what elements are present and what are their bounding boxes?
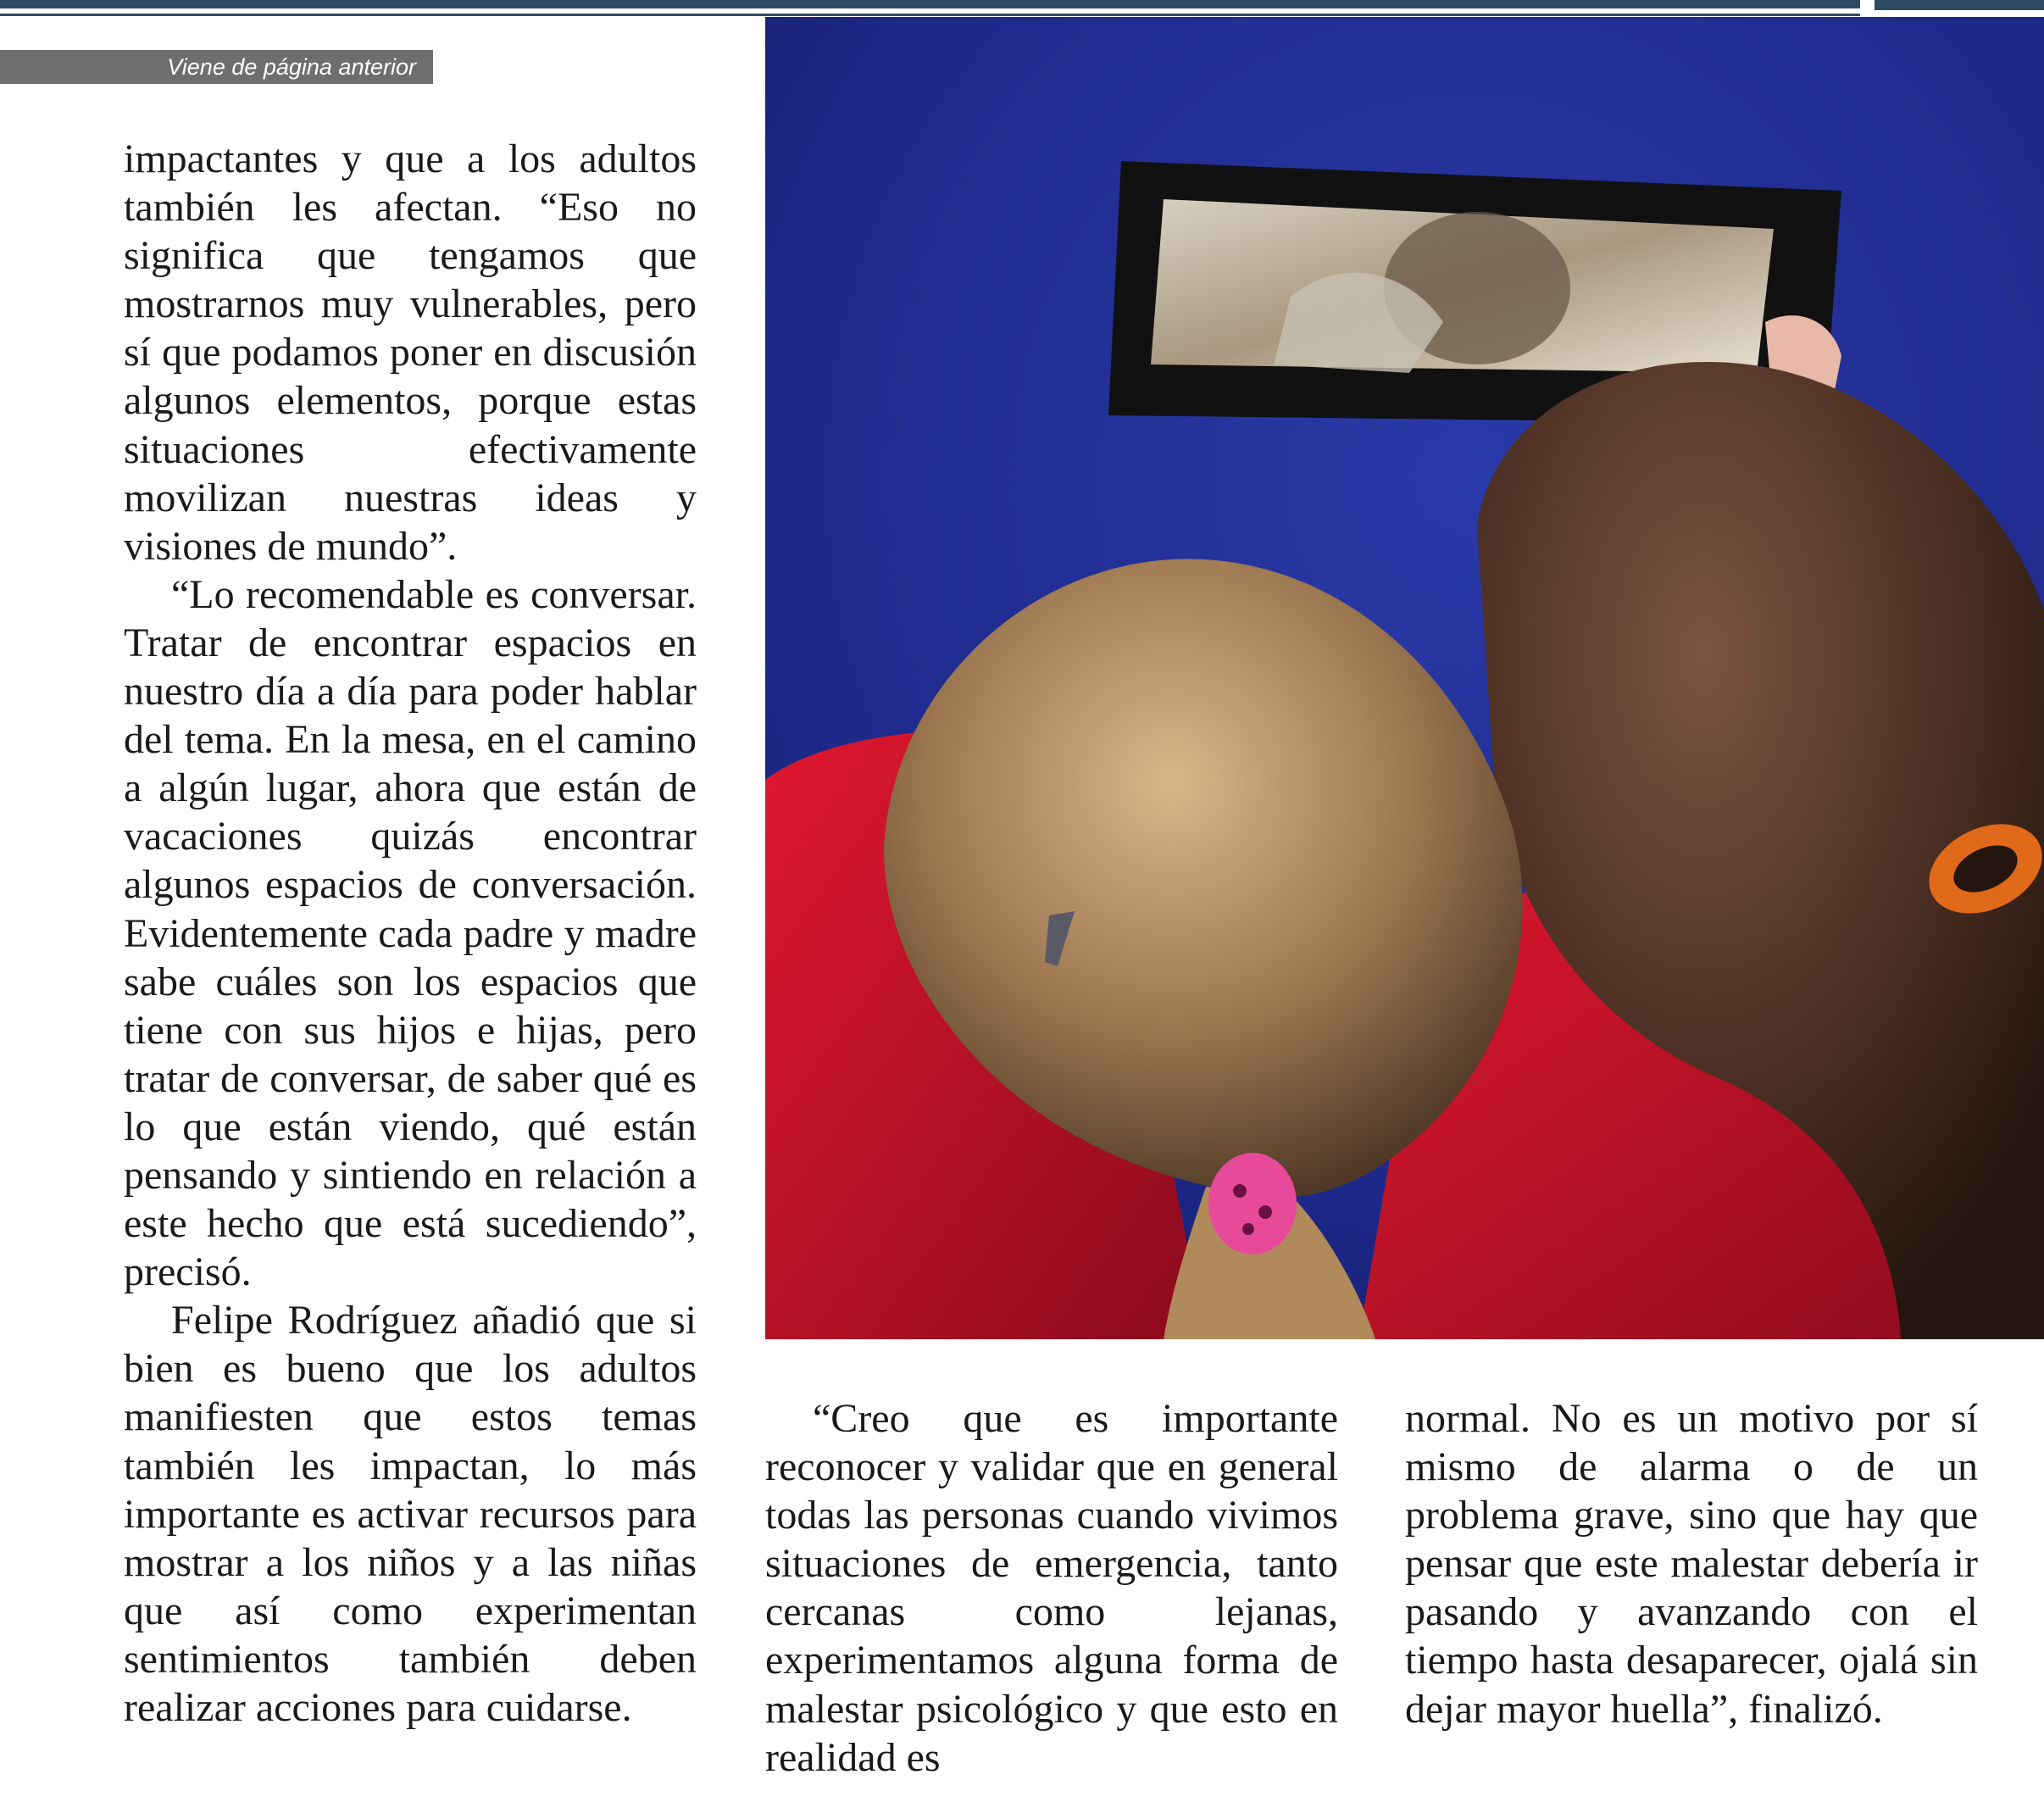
header-bar-rule	[0, 14, 1860, 16]
header-bar-main	[0, 0, 1860, 8]
article-paragraph: normal. No es un motivo por sí mismo de alarma o de un problema grave, sino que hay que pensar que este malestar debería ir pasando y avanzando con el tiempo hasta desaparecer, ojalá sin dejar mayor huella”, finalizó.	[1405, 1396, 1978, 1732]
article-paragraph: “Creo que es importante reconocer y validar que en general todas las personas cuando vivimos situaciones de emergencia, tanto cercanas como lejanas, experimentamos alguna forma de malestar psicológico y que esto en realidad es	[765, 1396, 1338, 1780]
photo-hair-tie-pink	[1208, 1153, 1297, 1254]
top-header-bar	[0, 0, 2044, 17]
continued-from-previous-page-label: Viene de página anterior	[0, 50, 433, 84]
article-column-right	[1405, 1394, 1978, 1733]
header-bar-right	[1875, 0, 2044, 10]
article-column-left	[124, 135, 697, 1732]
article-paragraph: impactantes y que a los adultos también les afectan. “Eso no significa que tengamos que mostrarnos muy vulnerables, pero sí que podamos poner en discusión algunos elementos, porque estas situaciones efectivamente movilizan nuestras ideas y visiones de mundo”.	[124, 136, 697, 569]
article-photo	[765, 17, 2044, 1339]
article-column-middle	[765, 1394, 1338, 1782]
article-paragraph: Felipe Rodríguez añadió que si bien es bueno que los adultos manifiesten que estos temas también les impactan, lo más importante es activar recursos para mostrar a los niños y a las niñas que así como experimentan sentimientos también deben realizar acciones para cuidarse.	[124, 1298, 697, 1730]
article-paragraph: “Lo recomendable es conversar. Tratar de encontrar espacios en nuestro día a día para poder hablar del tema. En la mesa, en el camino a algún lugar, ahora que están de vacaciones quizás encontrar algunos espacios de conversación. Evidentemente cada padre y madre sabe cuáles son los espacios que tiene con sus hijos e hijas, pero tratar de conversar, de saber qué es lo que están viendo, qué están pensando y sintiendo en relación a este hecho que está sucediendo”, precisó.	[124, 571, 697, 1295]
